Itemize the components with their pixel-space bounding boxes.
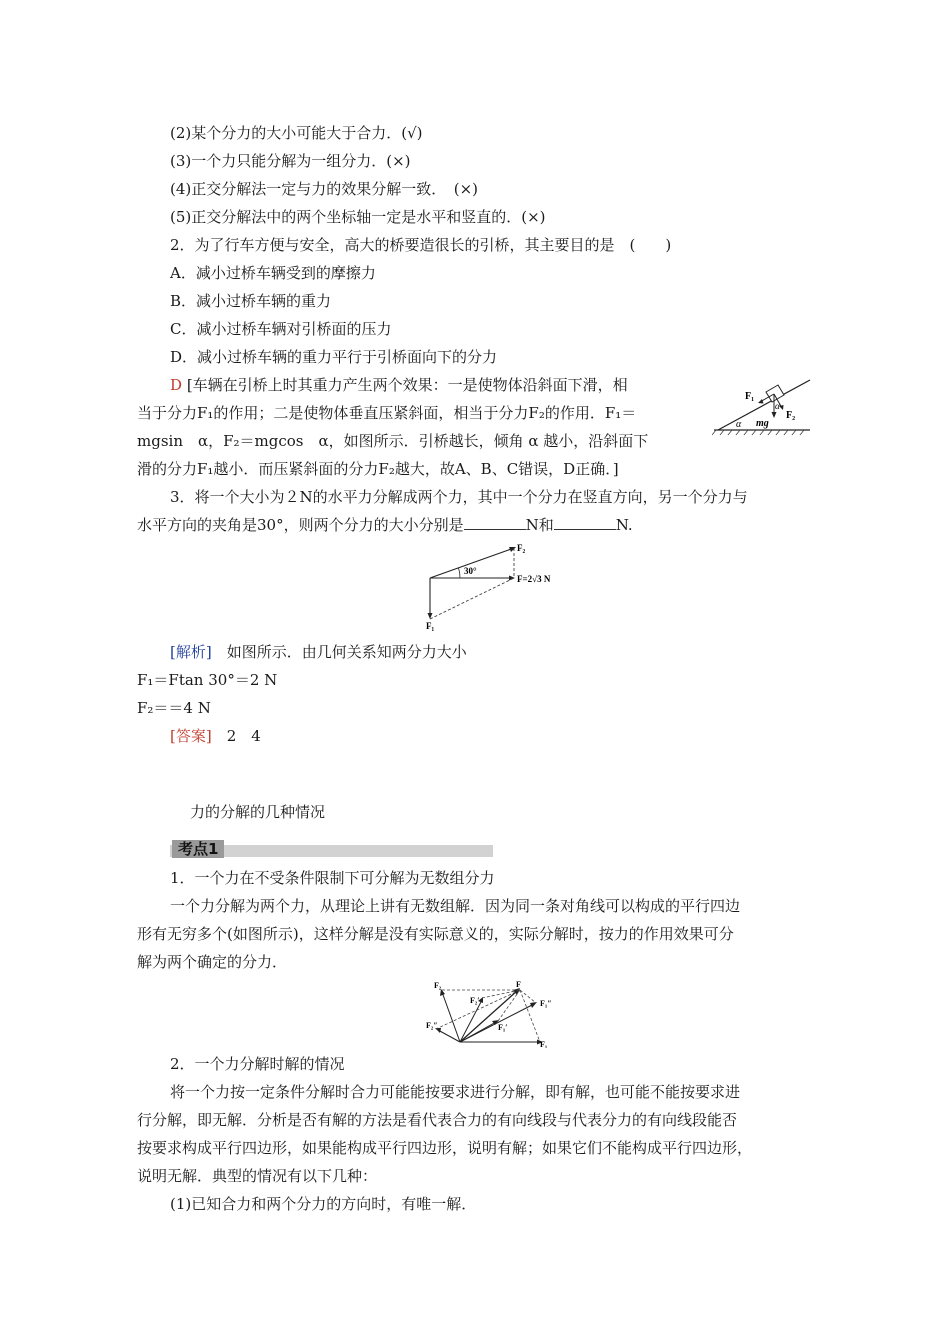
analysis-line: [解析] 如图所示．由几何关系知两分力大小 bbox=[170, 643, 467, 661]
statement-3: (3)一个力只能分解为一组分力．(×) bbox=[170, 152, 411, 170]
question-2-explanation-line-2: 当于分力F₁的作用；二是使物体垂直压紧斜面，相当于分力F₂的作用．F₁＝ bbox=[137, 404, 637, 422]
incline-label-alpha-bottom: α bbox=[736, 419, 742, 430]
answer-tag: [答案] bbox=[170, 727, 212, 745]
point-2-line-2: 行分解，即无解．分析是否有解的方法是看代表合力的有向线段与代表分力的有向线段能否 bbox=[137, 1111, 738, 1129]
question-2: 2．为了行车方便与安全，高大的桥要造很长的引桥，其主要目的是 ( ) bbox=[170, 236, 672, 254]
question-3-line-1: 3．将一个大小为２N的水平力分解成两个力，其中一个分力在竖直方向，另一个分力与 bbox=[170, 488, 748, 506]
point-2-line-3: 按要求构成平行四边形，如果能构成平行四边形，说明有解；如果它们不能构成平行四边形， bbox=[137, 1139, 753, 1157]
parallelogram-decomposition-diagram bbox=[424, 978, 562, 1048]
section-title: 力的分解的几种情况 bbox=[190, 803, 326, 821]
point-2-line-5: (1)已知合力和两个分力的方向时，有唯一解． bbox=[170, 1195, 477, 1213]
kaodian-badge: 考点1 bbox=[172, 840, 224, 858]
incline-label-f2: F₂ bbox=[786, 410, 796, 421]
incline-force-diagram bbox=[712, 372, 812, 436]
point-1-line-2: 形有无穷多个(如图所示)，这样分解是没有实际意义的，实际分解时，按力的作用效果可分 bbox=[137, 925, 734, 943]
statement-5: (5)正交分解法中的两个坐标轴一定是水平和竖直的．(×) bbox=[170, 208, 546, 226]
answer-line: [答案] 2 4 bbox=[170, 727, 261, 745]
answer-blank-2[interactable] bbox=[554, 515, 616, 530]
point-1-title: 1．一个力在不受条件限制下可分解为无数组分力 bbox=[170, 869, 495, 887]
incline-label-f1: F₁ bbox=[745, 391, 755, 402]
point-2-line-4: 说明无解．典型的情况有以下几种： bbox=[137, 1167, 378, 1185]
question-2-option-b: B．减小过桥车辆的重力 bbox=[170, 292, 332, 310]
question-3-line-2: 水平方向的夹角是30°，则两个分力的大小分别是 N和 N. bbox=[137, 516, 633, 534]
para-label-f1-prime: F₁′ bbox=[498, 1023, 508, 1032]
question-2-option-d: D．减小过桥车辆的重力平行于引桥面向下的分力 bbox=[170, 348, 498, 366]
point-2-line-1: 将一个力按一定条件分解时合力可能能按要求进行分解，即有解，也可能不能按要求进 bbox=[170, 1083, 741, 1101]
incline-label-alpha-top: α bbox=[775, 401, 780, 411]
point-2-title: 2．一个力分解时解的情况 bbox=[170, 1055, 345, 1073]
decomp-label-f: F=2√3 N bbox=[517, 574, 551, 584]
para-label-f: F bbox=[516, 980, 521, 989]
statement-2: (2)某个分力的大小可能大于合力．(√) bbox=[170, 124, 423, 142]
decomp-label-angle: 30° bbox=[464, 566, 477, 576]
decomp-label-f1: F₁ bbox=[426, 621, 435, 631]
para-label-f1-double-prime: F₁″ bbox=[540, 999, 552, 1008]
question-2-option-a: A．减小过桥车辆受到的摩擦力 bbox=[170, 264, 376, 282]
question-2-explanation-line-1: D [车辆在引桥上时其重力产生两个效果：一是使物体沿斜面下滑，相 bbox=[170, 376, 628, 394]
equation-f1: F₁＝Ftan 30°＝2 N bbox=[137, 671, 278, 689]
statement-4: (4)正交分解法一定与力的效果分解一致． (×) bbox=[170, 180, 479, 198]
question-2-option-c: C．减小过桥车辆对引桥面的压力 bbox=[170, 320, 392, 338]
point-1-line-1: 一个力分解为两个力，从理论上讲有无数组解．因为同一条对角线可以构成的平行四边 bbox=[170, 897, 741, 915]
question-2-explanation-line-3: mgsin α，F₂＝mgcos α，如图所示．引桥越长，倾角 α 越小，沿斜面下 bbox=[137, 432, 649, 450]
para-label-f2-double-prime: F₂″ bbox=[426, 1021, 438, 1030]
kaodian-header bbox=[170, 840, 493, 858]
equation-f2: F₂＝＝4 N bbox=[137, 699, 211, 717]
para-label-f1: F₁ bbox=[540, 1040, 548, 1048]
answer-blank-1[interactable] bbox=[464, 515, 526, 530]
answer-letter: D bbox=[170, 376, 183, 394]
point-1-line-3: 解为两个确定的分力． bbox=[137, 953, 288, 971]
decomp-label-f2: F₂ bbox=[517, 543, 526, 553]
analysis-tag: [解析] bbox=[170, 643, 212, 661]
question-2-explanation-line-4: 滑的分力F₁越小．而压紧斜面的分力F₂越大，故A、B、C错误，D正确．] bbox=[137, 460, 619, 478]
force-decomposition-diagram bbox=[422, 540, 572, 632]
para-label-f2-prime: F₂′ bbox=[470, 996, 480, 1005]
incline-label-mg: mg bbox=[756, 418, 769, 429]
para-label-f2: F₂ bbox=[434, 981, 442, 990]
